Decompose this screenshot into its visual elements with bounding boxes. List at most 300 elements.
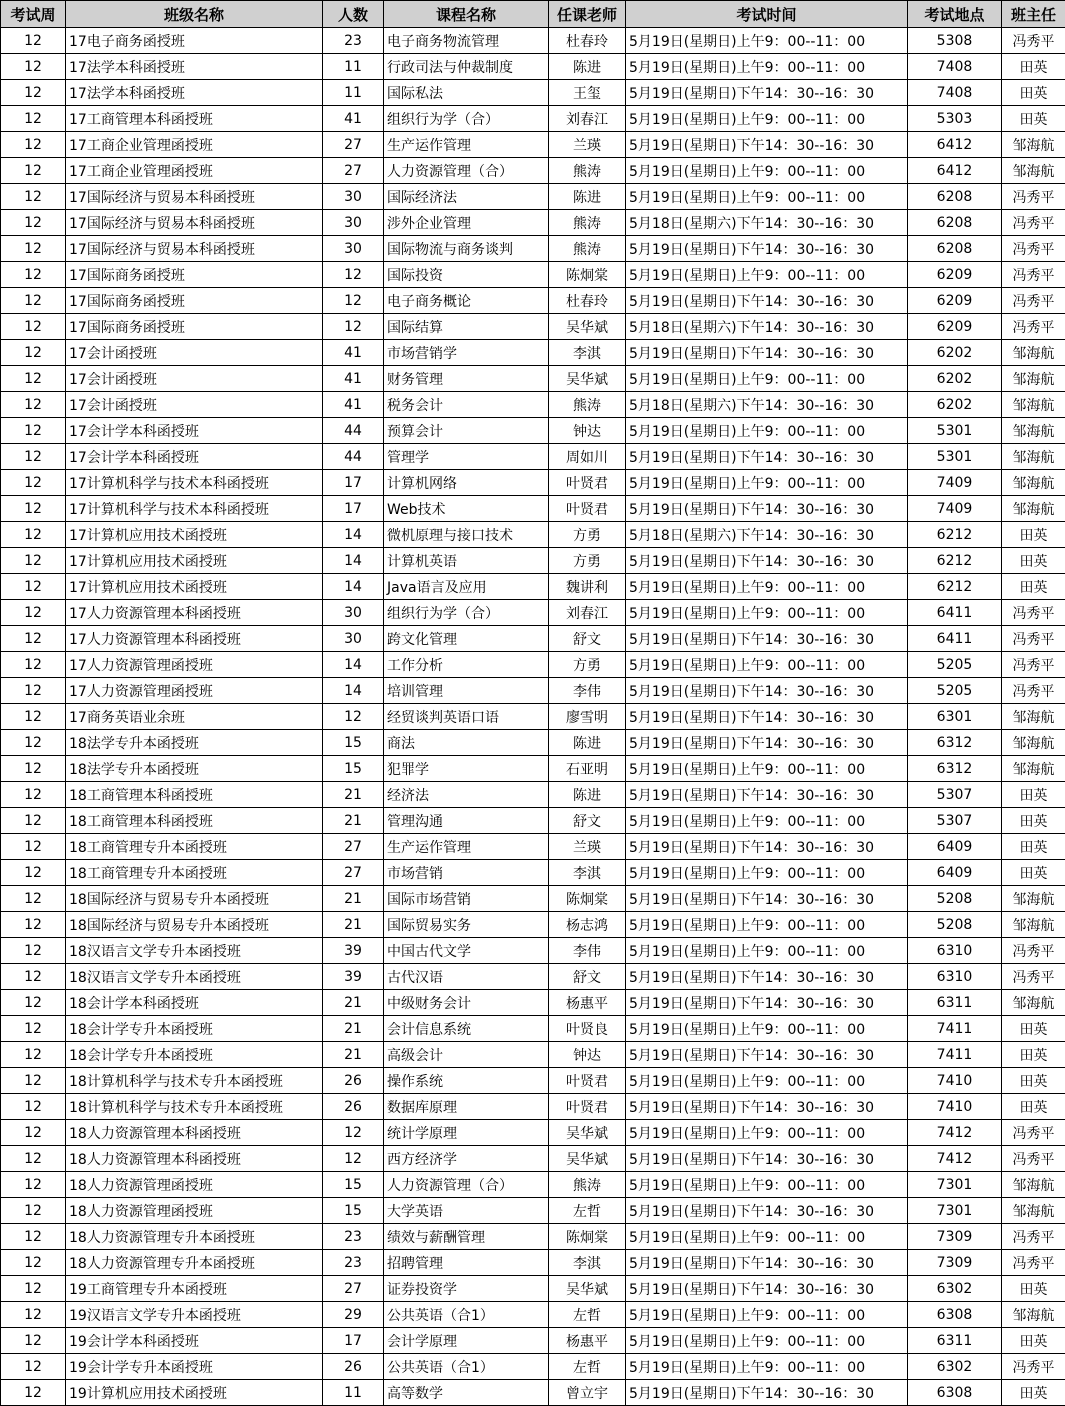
cell-student-count: 44	[323, 418, 384, 444]
cell-class-name: 17计算机应用技术函授班	[66, 574, 323, 600]
cell-exam-time: 5月19日(星期日)下午14：30--16：30	[626, 1146, 908, 1172]
cell-exam-time: 5月19日(星期日)下午14：30--16：30	[626, 990, 908, 1016]
cell-class-name: 17国际经济与贸易本科函授班	[66, 236, 323, 262]
cell-student-count: 17	[323, 1328, 384, 1354]
cell-exam-location: 6208	[908, 184, 1002, 210]
cell-exam-week: 12	[1, 730, 66, 756]
cell-exam-location: 6212	[908, 548, 1002, 574]
cell-exam-time: 5月19日(星期日)下午14：30--16：30	[626, 886, 908, 912]
cell-exam-time: 5月19日(星期日)下午14：30--16：30	[626, 496, 908, 522]
cell-course-name: 会计信息系统	[384, 1016, 549, 1042]
cell-exam-location: 6209	[908, 288, 1002, 314]
cell-head-teacher: 田英	[1002, 1380, 1065, 1406]
cell-student-count: 14	[323, 574, 384, 600]
cell-class-name: 19计算机应用技术函授班	[66, 1380, 323, 1406]
cell-exam-time: 5月19日(星期日)上午9：00--11：00	[626, 1068, 908, 1094]
cell-head-teacher: 田英	[1002, 1042, 1065, 1068]
cell-exam-time: 5月19日(星期日)下午14：30--16：30	[626, 288, 908, 314]
cell-teacher: 钟达	[549, 1042, 626, 1068]
cell-course-name: 商法	[384, 730, 549, 756]
cell-exam-location: 6310	[908, 938, 1002, 964]
table-row	[1, 704, 1065, 730]
cell-class-name: 17国际商务函授班	[66, 288, 323, 314]
cell-teacher: 吴华斌	[549, 1276, 626, 1302]
cell-course-name: 公共英语（合1）	[384, 1354, 549, 1380]
cell-head-teacher: 冯秀平	[1002, 600, 1065, 626]
cell-class-name: 19工商管理专升本函授班	[66, 1276, 323, 1302]
cell-teacher: 叶贤君	[549, 470, 626, 496]
cell-class-name: 18会计学本科函授班	[66, 990, 323, 1016]
cell-exam-time: 5月19日(星期日)上午9：00--11：00	[626, 1016, 908, 1042]
cell-student-count: 44	[323, 444, 384, 470]
table-row	[1, 1380, 1065, 1406]
cell-course-name: 国际结算	[384, 314, 549, 340]
cell-teacher: 李伟	[549, 678, 626, 704]
cell-exam-location: 5205	[908, 678, 1002, 704]
cell-exam-location: 6212	[908, 574, 1002, 600]
cell-class-name: 17国际商务函授班	[66, 314, 323, 340]
cell-exam-time: 5月19日(星期日)上午9：00--11：00	[626, 262, 908, 288]
cell-exam-location: 6208	[908, 236, 1002, 262]
cell-head-teacher: 田英	[1002, 782, 1065, 808]
cell-teacher: 陈进	[549, 54, 626, 80]
header-exam-time: 考试时间	[626, 1, 908, 28]
cell-head-teacher: 冯秀平	[1002, 652, 1065, 678]
table-row	[1, 1068, 1065, 1094]
table-row	[1, 80, 1065, 106]
cell-exam-time: 5月19日(星期日)上午9：00--11：00	[626, 652, 908, 678]
table-row	[1, 366, 1065, 392]
cell-teacher: 杜春玲	[549, 28, 626, 54]
cell-teacher: 方勇	[549, 652, 626, 678]
cell-course-name: 绩效与薪酬管理	[384, 1224, 549, 1250]
cell-exam-time: 5月18日(星期六)下午14：30--16：30	[626, 314, 908, 340]
cell-course-name: Java语言及应用	[384, 574, 549, 600]
cell-teacher: 周如川	[549, 444, 626, 470]
table-row	[1, 132, 1065, 158]
cell-exam-time: 5月19日(星期日)上午9：00--11：00	[626, 756, 908, 782]
table-row	[1, 834, 1065, 860]
cell-exam-time: 5月18日(星期六)下午14：30--16：30	[626, 210, 908, 236]
cell-exam-week: 12	[1, 886, 66, 912]
cell-student-count: 12	[323, 314, 384, 340]
cell-course-name: 工作分析	[384, 652, 549, 678]
cell-head-teacher: 冯秀平	[1002, 938, 1065, 964]
cell-student-count: 30	[323, 184, 384, 210]
cell-student-count: 23	[323, 1224, 384, 1250]
cell-course-name: 预算会计	[384, 418, 549, 444]
cell-exam-location: 6212	[908, 522, 1002, 548]
cell-class-name: 18人力资源管理专升本函授班	[66, 1224, 323, 1250]
cell-exam-time: 5月19日(星期日)下午14：30--16：30	[626, 1198, 908, 1224]
cell-head-teacher: 冯秀平	[1002, 236, 1065, 262]
cell-exam-week: 12	[1, 808, 66, 834]
cell-exam-time: 5月19日(星期日)下午14：30--16：30	[626, 1042, 908, 1068]
table-row	[1, 1172, 1065, 1198]
cell-teacher: 兰瑛	[549, 834, 626, 860]
cell-course-name: 财务管理	[384, 366, 549, 392]
cell-student-count: 11	[323, 80, 384, 106]
cell-class-name: 18人力资源管理函授班	[66, 1198, 323, 1224]
cell-course-name: 微机原理与接口技术	[384, 522, 549, 548]
cell-exam-week: 12	[1, 782, 66, 808]
cell-exam-time: 5月18日(星期六)下午14：30--16：30	[626, 392, 908, 418]
cell-exam-week: 12	[1, 548, 66, 574]
cell-exam-time: 5月19日(星期日)上午9：00--11：00	[626, 574, 908, 600]
cell-student-count: 30	[323, 626, 384, 652]
header-class-name: 班级名称	[66, 1, 323, 28]
cell-head-teacher: 邹海航	[1002, 1302, 1065, 1328]
cell-course-name: 会计学原理	[384, 1328, 549, 1354]
cell-exam-location: 5301	[908, 418, 1002, 444]
cell-student-count: 23	[323, 1250, 384, 1276]
cell-teacher: 廖雪明	[549, 704, 626, 730]
cell-class-name: 18法学专升本函授班	[66, 756, 323, 782]
cell-exam-time: 5月19日(星期日)下午14：30--16：30	[626, 1250, 908, 1276]
cell-exam-location: 6412	[908, 158, 1002, 184]
table-row	[1, 1016, 1065, 1042]
cell-exam-time: 5月19日(星期日)上午9：00--11：00	[626, 600, 908, 626]
header-student-count: 人数	[323, 1, 384, 28]
cell-student-count: 15	[323, 756, 384, 782]
cell-teacher: 熊涛	[549, 236, 626, 262]
cell-teacher: 杨惠平	[549, 990, 626, 1016]
cell-head-teacher: 冯秀平	[1002, 678, 1065, 704]
cell-teacher: 吴华斌	[549, 1120, 626, 1146]
cell-head-teacher: 邹海航	[1002, 132, 1065, 158]
cell-exam-location: 7409	[908, 470, 1002, 496]
cell-student-count: 21	[323, 990, 384, 1016]
table-body	[1, 28, 1065, 1406]
cell-exam-location: 7411	[908, 1042, 1002, 1068]
table-row	[1, 964, 1065, 990]
cell-teacher: 吴华斌	[549, 314, 626, 340]
header-exam-location: 考试地点	[908, 1, 1002, 28]
cell-student-count: 41	[323, 106, 384, 132]
cell-head-teacher: 田英	[1002, 1016, 1065, 1042]
cell-exam-location: 6411	[908, 626, 1002, 652]
cell-student-count: 41	[323, 340, 384, 366]
cell-exam-location: 6308	[908, 1380, 1002, 1406]
cell-student-count: 27	[323, 158, 384, 184]
cell-course-name: 计算机英语	[384, 548, 549, 574]
cell-class-name: 18国际经济与贸易专升本函授班	[66, 912, 323, 938]
cell-teacher: 杨志鸿	[549, 912, 626, 938]
cell-course-name: 国际市场营销	[384, 886, 549, 912]
cell-head-teacher: 邹海航	[1002, 470, 1065, 496]
cell-course-name: 国际经济法	[384, 184, 549, 210]
cell-exam-week: 12	[1, 574, 66, 600]
cell-student-count: 29	[323, 1302, 384, 1328]
cell-head-teacher: 田英	[1002, 1068, 1065, 1094]
cell-course-name: 高级会计	[384, 1042, 549, 1068]
cell-exam-week: 12	[1, 210, 66, 236]
cell-student-count: 30	[323, 210, 384, 236]
cell-head-teacher: 邹海航	[1002, 392, 1065, 418]
cell-student-count: 14	[323, 548, 384, 574]
cell-exam-time: 5月19日(星期日)上午9：00--11：00	[626, 1120, 908, 1146]
cell-teacher: 熊涛	[549, 1172, 626, 1198]
cell-class-name: 17国际经济与贸易本科函授班	[66, 210, 323, 236]
header-row	[1, 1, 1065, 28]
cell-head-teacher: 田英	[1002, 574, 1065, 600]
table-row	[1, 808, 1065, 834]
cell-head-teacher: 邹海航	[1002, 496, 1065, 522]
table-row	[1, 418, 1065, 444]
cell-exam-location: 7309	[908, 1224, 1002, 1250]
table-row	[1, 496, 1065, 522]
table-row	[1, 1198, 1065, 1224]
cell-exam-location: 7408	[908, 54, 1002, 80]
cell-class-name: 18工商管理专升本函授班	[66, 834, 323, 860]
table-row	[1, 574, 1065, 600]
table-row	[1, 288, 1065, 314]
cell-course-name: 国际私法	[384, 80, 549, 106]
cell-exam-week: 12	[1, 418, 66, 444]
table-row	[1, 314, 1065, 340]
cell-exam-location: 6412	[908, 132, 1002, 158]
cell-exam-week: 12	[1, 1250, 66, 1276]
cell-exam-time: 5月19日(星期日)下午14：30--16：30	[626, 730, 908, 756]
cell-class-name: 17国际经济与贸易本科函授班	[66, 184, 323, 210]
table-row	[1, 756, 1065, 782]
cell-student-count: 30	[323, 236, 384, 262]
cell-course-name: 国际物流与商务谈判	[384, 236, 549, 262]
cell-exam-location: 6302	[908, 1354, 1002, 1380]
cell-class-name: 18法学专升本函授班	[66, 730, 323, 756]
cell-student-count: 14	[323, 522, 384, 548]
cell-exam-time: 5月18日(星期六)下午14：30--16：30	[626, 522, 908, 548]
cell-head-teacher: 冯秀平	[1002, 1120, 1065, 1146]
cell-course-name: 涉外企业管理	[384, 210, 549, 236]
cell-student-count: 26	[323, 1094, 384, 1120]
cell-course-name: 大学英语	[384, 1198, 549, 1224]
cell-exam-time: 5月19日(星期日)上午9：00--11：00	[626, 418, 908, 444]
cell-exam-location: 7412	[908, 1146, 1002, 1172]
cell-class-name: 17会计学本科函授班	[66, 418, 323, 444]
cell-exam-time: 5月19日(星期日)上午9：00--11：00	[626, 158, 908, 184]
cell-exam-location: 6209	[908, 262, 1002, 288]
cell-head-teacher: 冯秀平	[1002, 28, 1065, 54]
cell-exam-time: 5月19日(星期日)下午14：30--16：30	[626, 132, 908, 158]
cell-class-name: 17工商企业管理函授班	[66, 132, 323, 158]
cell-class-name: 17国际商务函授班	[66, 262, 323, 288]
cell-course-name: 人力资源管理（合）	[384, 1172, 549, 1198]
cell-teacher: 杨惠平	[549, 1328, 626, 1354]
cell-teacher: 熊涛	[549, 210, 626, 236]
cell-head-teacher: 冯秀平	[1002, 314, 1065, 340]
cell-class-name: 18国际经济与贸易专升本函授班	[66, 886, 323, 912]
cell-course-name: 统计学原理	[384, 1120, 549, 1146]
cell-course-name: 培训管理	[384, 678, 549, 704]
cell-class-name: 18汉语言文学专升本函授班	[66, 938, 323, 964]
cell-exam-time: 5月19日(星期日)上午9：00--11：00	[626, 184, 908, 210]
cell-exam-week: 12	[1, 938, 66, 964]
cell-exam-time: 5月19日(星期日)上午9：00--11：00	[626, 1354, 908, 1380]
table-row	[1, 1302, 1065, 1328]
cell-teacher: 方勇	[549, 548, 626, 574]
table-row	[1, 860, 1065, 886]
cell-exam-week: 12	[1, 470, 66, 496]
table-row	[1, 1120, 1065, 1146]
cell-exam-location: 6310	[908, 964, 1002, 990]
cell-class-name: 18工商管理专升本函授班	[66, 860, 323, 886]
cell-course-name: 证券投资学	[384, 1276, 549, 1302]
cell-exam-week: 12	[1, 340, 66, 366]
cell-exam-week: 12	[1, 1172, 66, 1198]
cell-course-name: 组织行为学（合）	[384, 106, 549, 132]
cell-student-count: 27	[323, 834, 384, 860]
cell-student-count: 21	[323, 886, 384, 912]
table-row	[1, 392, 1065, 418]
cell-exam-location: 6208	[908, 210, 1002, 236]
cell-exam-week: 12	[1, 1094, 66, 1120]
cell-course-name: 市场营销	[384, 860, 549, 886]
cell-student-count: 26	[323, 1068, 384, 1094]
cell-student-count: 21	[323, 912, 384, 938]
cell-head-teacher: 田英	[1002, 860, 1065, 886]
cell-head-teacher: 田英	[1002, 1276, 1065, 1302]
cell-head-teacher: 田英	[1002, 80, 1065, 106]
cell-course-name: 行政司法与仲裁制度	[384, 54, 549, 80]
cell-exam-week: 12	[1, 262, 66, 288]
cell-class-name: 17计算机应用技术函授班	[66, 548, 323, 574]
cell-exam-week: 12	[1, 392, 66, 418]
cell-exam-location: 5208	[908, 886, 1002, 912]
cell-student-count: 21	[323, 1016, 384, 1042]
cell-exam-week: 12	[1, 1354, 66, 1380]
cell-exam-week: 12	[1, 444, 66, 470]
cell-exam-time: 5月19日(星期日)下午14：30--16：30	[626, 548, 908, 574]
cell-exam-time: 5月19日(星期日)下午14：30--16：30	[626, 340, 908, 366]
cell-exam-time: 5月19日(星期日)下午14：30--16：30	[626, 236, 908, 262]
cell-course-name: 人力资源管理（合）	[384, 158, 549, 184]
cell-exam-location: 7409	[908, 496, 1002, 522]
cell-teacher: 左哲	[549, 1198, 626, 1224]
cell-student-count: 27	[323, 860, 384, 886]
cell-class-name: 19汉语言文学专升本函授班	[66, 1302, 323, 1328]
cell-exam-location: 6411	[908, 600, 1002, 626]
cell-student-count: 12	[323, 1146, 384, 1172]
cell-teacher: 熊涛	[549, 158, 626, 184]
cell-course-name: 电子商务概论	[384, 288, 549, 314]
cell-head-teacher: 冯秀平	[1002, 288, 1065, 314]
cell-teacher: 左哲	[549, 1354, 626, 1380]
cell-teacher: 吴华斌	[549, 1146, 626, 1172]
cell-course-name: 计算机网络	[384, 470, 549, 496]
cell-exam-location: 7309	[908, 1250, 1002, 1276]
cell-class-name: 17人力资源管理本科函授班	[66, 600, 323, 626]
cell-course-name: 市场营销学	[384, 340, 549, 366]
cell-student-count: 15	[323, 1198, 384, 1224]
cell-exam-time: 5月19日(星期日)上午9：00--11：00	[626, 1172, 908, 1198]
cell-head-teacher: 冯秀平	[1002, 262, 1065, 288]
cell-class-name: 18汉语言文学专升本函授班	[66, 964, 323, 990]
table-header	[1, 1, 1065, 28]
cell-teacher: 李淇	[549, 860, 626, 886]
cell-exam-time: 5月19日(星期日)上午9：00--11：00	[626, 1302, 908, 1328]
cell-class-name: 17计算机应用技术函授班	[66, 522, 323, 548]
cell-head-teacher: 田英	[1002, 106, 1065, 132]
cell-course-name: 中级财务会计	[384, 990, 549, 1016]
cell-class-name: 17法学本科函授班	[66, 54, 323, 80]
cell-exam-location: 7301	[908, 1198, 1002, 1224]
cell-student-count: 39	[323, 964, 384, 990]
cell-exam-week: 12	[1, 652, 66, 678]
cell-exam-location: 5301	[908, 444, 1002, 470]
cell-student-count: 12	[323, 288, 384, 314]
cell-student-count: 21	[323, 1042, 384, 1068]
cell-exam-location: 5308	[908, 28, 1002, 54]
cell-course-name: 古代汉语	[384, 964, 549, 990]
cell-class-name: 18会计学专升本函授班	[66, 1016, 323, 1042]
cell-exam-time: 5月19日(星期日)下午14：30--16：30	[626, 834, 908, 860]
table-row	[1, 444, 1065, 470]
cell-course-name: 犯罪学	[384, 756, 549, 782]
cell-teacher: 陈进	[549, 184, 626, 210]
cell-exam-location: 5205	[908, 652, 1002, 678]
cell-exam-time: 5月19日(星期日)下午14：30--16：30	[626, 964, 908, 990]
cell-exam-time: 5月19日(星期日)上午9：00--11：00	[626, 470, 908, 496]
cell-class-name: 17工商管理本科函授班	[66, 106, 323, 132]
cell-class-name: 17人力资源管理函授班	[66, 678, 323, 704]
table-row	[1, 106, 1065, 132]
header-exam-week: 考试周	[1, 1, 66, 28]
cell-student-count: 39	[323, 938, 384, 964]
cell-exam-location: 6312	[908, 756, 1002, 782]
cell-head-teacher: 邹海航	[1002, 990, 1065, 1016]
cell-head-teacher: 邹海航	[1002, 730, 1065, 756]
cell-exam-week: 12	[1, 1276, 66, 1302]
cell-exam-week: 12	[1, 1042, 66, 1068]
cell-exam-week: 12	[1, 1328, 66, 1354]
cell-teacher: 舒文	[549, 808, 626, 834]
cell-student-count: 11	[323, 1380, 384, 1406]
cell-exam-week: 12	[1, 990, 66, 1016]
cell-teacher: 杜春玲	[549, 288, 626, 314]
cell-class-name: 17会计函授班	[66, 392, 323, 418]
cell-teacher: 李伟	[549, 938, 626, 964]
cell-student-count: 21	[323, 782, 384, 808]
cell-exam-location: 7410	[908, 1094, 1002, 1120]
cell-student-count: 26	[323, 1354, 384, 1380]
cell-teacher: 曾立宇	[549, 1380, 626, 1406]
cell-exam-time: 5月19日(星期日)下午14：30--16：30	[626, 1276, 908, 1302]
cell-exam-week: 12	[1, 1016, 66, 1042]
cell-exam-location: 6202	[908, 340, 1002, 366]
table-row	[1, 600, 1065, 626]
cell-student-count: 41	[323, 392, 384, 418]
cell-teacher: 左哲	[549, 1302, 626, 1328]
cell-exam-location: 6409	[908, 834, 1002, 860]
cell-teacher: 陈进	[549, 730, 626, 756]
cell-exam-location: 6308	[908, 1302, 1002, 1328]
table-row	[1, 548, 1065, 574]
table-row	[1, 236, 1065, 262]
cell-head-teacher: 邹海航	[1002, 366, 1065, 392]
table-row	[1, 1250, 1065, 1276]
cell-exam-location: 7411	[908, 1016, 1002, 1042]
cell-teacher: 兰瑛	[549, 132, 626, 158]
cell-class-name: 18会计学专升本函授班	[66, 1042, 323, 1068]
cell-course-name: 税务会计	[384, 392, 549, 418]
cell-exam-time: 5月19日(星期日)上午9：00--11：00	[626, 366, 908, 392]
table-row	[1, 1042, 1065, 1068]
table-row	[1, 1224, 1065, 1250]
cell-course-name: 国际贸易实务	[384, 912, 549, 938]
cell-class-name: 17会计函授班	[66, 366, 323, 392]
table-row	[1, 938, 1065, 964]
